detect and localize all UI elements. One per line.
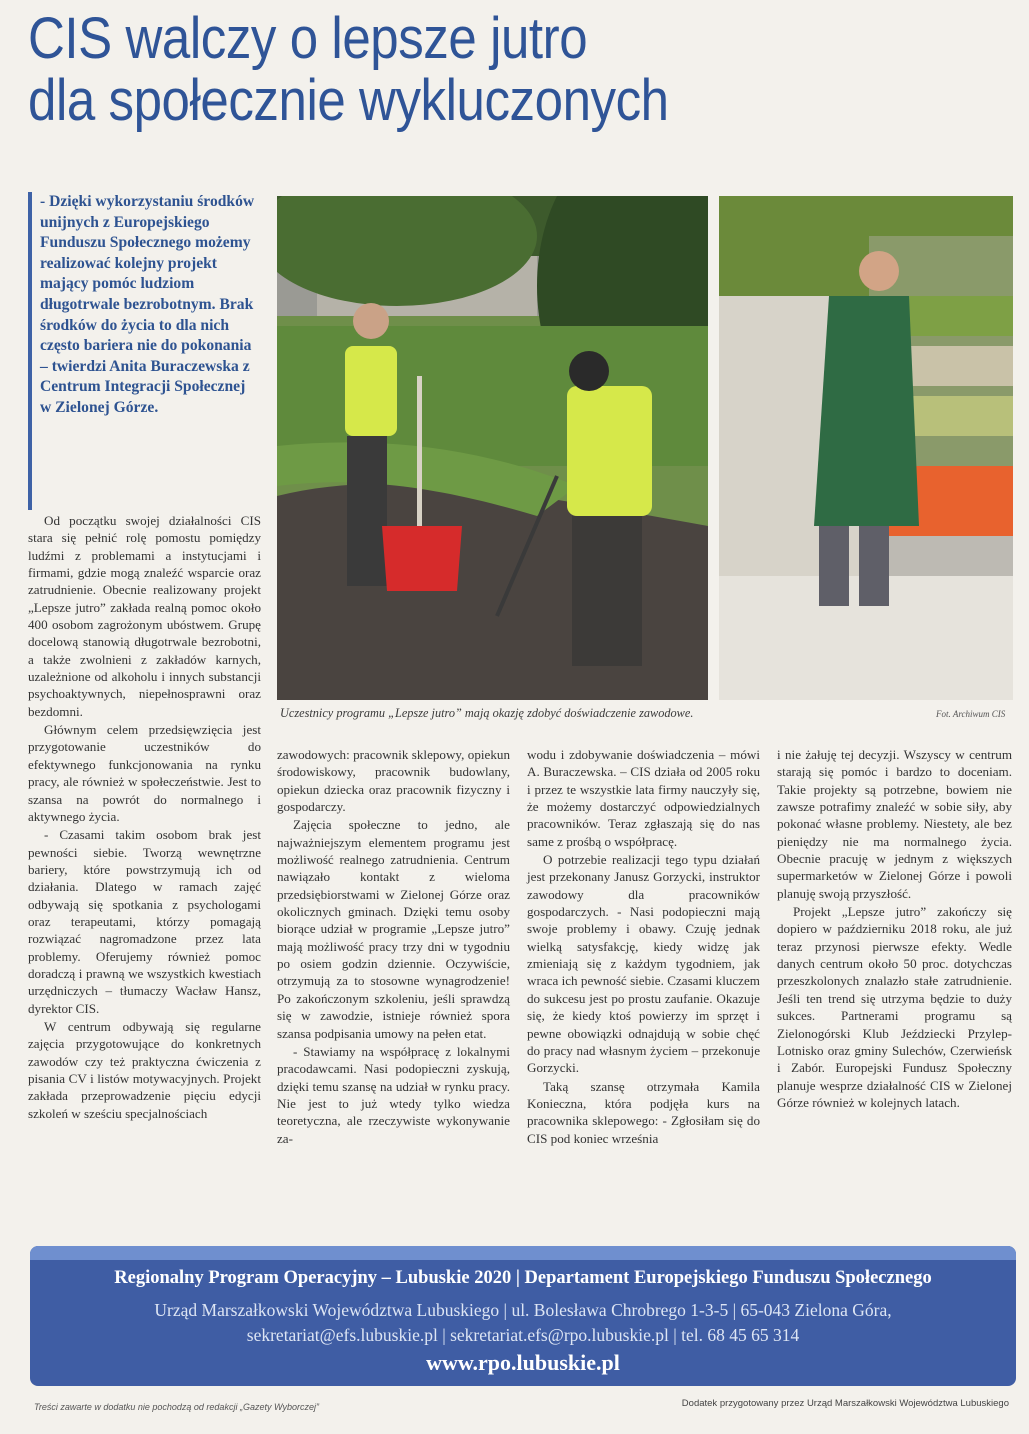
paragraph: Od początku swojej działalności CIS stara się pełnić rolę pomostu pomiędzy ludźmi z problemami a instytucjami i firmami, gdzie mogą znaleźć wsparcie oraz zatrudnienie. Obecnie realizowany projekt „Lepsze jutro” zakłada realną pomoc około 400 osobom zagrożonym ubóstwem. Grupę docelową stanowią długotrwale bezrobotni, a także zwolnieni z zakładów karnych, uzależnione od alkoholu i innych substancji psychoaktywnych, niepełnosprawni oraz bezdomni. xyxy=(28,513,261,719)
headline xyxy=(28,8,895,132)
article-column-4 xyxy=(777,746,1012,1112)
banner-address-line: Urząd Marszałkowski Województwa Lubuskiego | ul. Bolesława Chrobrego 1-3-5 | 65-043 Zielona Góra, xyxy=(154,1300,892,1320)
banner-contact-line: sekretariat@efs.lubuskie.pl | sekretariat.efs@rpo.lubuskie.pl | tel. 68 45 65 314 xyxy=(246,1325,800,1345)
headline-line-2: dla społecznie wykluczonych xyxy=(28,68,669,133)
photo-caption: Uczestnicy programu „Lepsze jutro” mają okazję zdobyć doświadczenie zawodowe. xyxy=(280,706,694,720)
paragraph: O potrzebie realizacji tego typu działań jest przekonany Janusz Gorzycki, instruktor zawodowy dla pracowników gospodarczych. - Nasi podopieczni mają swoje problemy i obawy. Czuję jednak wielką satysfakcję, kiedy widzę jak zmieniają się z każdym tygodniem, jak wraca ich pewność siebie. Czasami kluczem do sukcesu jest po prostu zaufanie. Okazuje się, że kiedy ktoś powierzy im sprzęt i pewne obowiązki odnajdują w sobie chęć do pracy nad własnym życiem – przekonuje Gorzycki. xyxy=(527,852,760,1076)
paragraph: - Czasami takim osobom brak jest pewności siebie. Tworzą wewnętrzne bariery, które powstrzymują ich od działania. Dlatego w ramach zajęć odbywają się spotkania z psychologami oraz terapeutami, którzy pomagają rozwiązać nagromadzone przez lata problemy. Oferujemy również pomoc doradczą i prawną we wszystkich kwestiach urzędniczych – tłumaczy Wacław Hansz, dyrektor CIS. xyxy=(28,827,261,1016)
banner-website[interactable]: www.rpo.lubuskie.pl xyxy=(426,1350,620,1375)
paragraph: Głównym celem przedsięwzięcia jest przygotowanie uczestników do efektywnego funkcjonowania na rynku pracy, ale również w społeczeństwie. Jest to szansa na powrót do normalnego i aktywnego życia. xyxy=(28,722,261,824)
contact-banner xyxy=(30,1246,1016,1386)
article-column-1 xyxy=(28,512,261,1123)
lead-paragraph xyxy=(28,192,260,510)
paragraph: - Stawiamy na współpracę z lokalnymi pracodawcami. Nasi podopieczni zyskują, dzięki temu szansę na udział w rynku pracy. Nie jest to już wtedy tylko wiedza teoretyczna, ale rzeczywiste wykonywanie za- xyxy=(277,1043,510,1146)
photo-shop-worker-image xyxy=(719,196,1013,700)
paragraph: zawodowych: pracownik sklepowy, opiekun środowiskowy, pracownik budowlany, opiekun dziecka oraz pracownik fizyczny i gospodarczy. xyxy=(277,747,510,815)
headline-line-1: CIS walczy o lepsze jutro xyxy=(28,6,588,71)
photo-outdoor-workers xyxy=(277,196,708,700)
article-column-2 xyxy=(277,746,510,1148)
photo-credit: Fot. Archiwum CIS xyxy=(936,709,1006,719)
footer-disclaimer: Treści zawarte w dodatku nie pochodzą od redakcji „Gazety Wyborczej” xyxy=(34,1402,319,1412)
paragraph: Taką szansę otrzymała Kamila Konieczna, która podjęła kurs na pracownika sklepowego: - Zgłosiłam się do CIS pod koniec września xyxy=(527,1078,760,1146)
paragraph: i nie żałuję tej decyzji. Wszyscy w centrum starają się pomóc i bardzo to doceniam. Takie projekty są potrzebne, bowiem nie zawsze potrafimy znaleźć w sobie siły, aby pokonać własne problemy. Niestety, ale bez pieniędzy nie ma normalnego życia. Obecnie pracuję w jednym z większych supermarketów w Zielonej Górze i powoli planuję swoją przyszłość. xyxy=(777,747,1012,901)
paragraph: Zajęcia społeczne to jedno, ale najważniejszym elementem programu jest możliwość realnego zatrudnienia. Centrum nawiązało kontakt z wieloma przedsiębiorstwami w Zielonej Górze oraz okolicznych gminach. Dzięki temu osoby biorące udział w programie „Lepsze jutro” mają możliwość pracy trzy dni w tygodniu po osiem godzin dziennie. Oczywiście, otrzymują za to stosowne wynagrodzenie! Po zakończonym szkoleniu, jeśli sprawdzą się w zawodzie, istnieje również spora szansa podpisania umowy na pełen etat. xyxy=(277,817,510,1041)
footer-publisher: Dodatek przygotowany przez Urząd Marszałkowski Województwa Lubuskiego xyxy=(681,1398,1009,1409)
paragraph: W centrum odbywają się regularne zajęcia przygotowujące do konkretnych zawodów czy też praktyczna ćwiczenia z pisania CV i listów motywacyjnych. Projekt zakłada przeprowadzenie pięciu edycji szkoleń w sześciu specjalnościach xyxy=(28,1018,261,1121)
article-column-3 xyxy=(527,746,760,1148)
photo-shop-worker xyxy=(719,196,1013,700)
paragraph: Projekt „Lepsze jutro” zakończy się dopiero w październiku 2018 roku, ale już teraz przynosi pierwsze efekty. Wedle danych centrum około 50 proc. dotychczas przeszkolonych znalazło stałe zatrudnienie. Jeśli ten trend się utrzyma będzie to duży sukces. Partnerami programu są Zielonogórski Klub Jeździecki Przylep-Lotnisko oraz gminy Sulechów, Czerwieńsk i Zabór. Europejski Fundusz Społeczny planuje wesprze działalność CIS w Zielonej Górze również w kolejnych latach. xyxy=(777,904,1012,1110)
banner-stripe xyxy=(30,1246,1016,1260)
photo-outdoor-workers-image xyxy=(277,196,708,700)
lead-text: - Dzięki wykorzystaniu środków unijnych z Europejskiego Funduszu Społecznego możemy realizować kolejny projekt mający pomóc ludziom długotrwale bezrobotnym. Brak środków do życia to dla nich często bariera nie do pokonania – twierdzi Anita Buraczewska z Centrum Integracji Społecznej w Zielonej Górze. xyxy=(40,193,255,416)
banner-program-line: Regionalny Program Operacyjny – Lubuskie 2020 | Departament Europejskiego Funduszu Społecznego xyxy=(114,1268,932,1288)
paragraph: wodu i zdobywanie doświadczenia – mówi A. Buraczewska. – CIS działa od 2005 roku i przez te wszystkie lata firmy nauczyły się, że możemy dostarczyć odpowiedzialnych pracowników. Teraz zgłaszają się do nas same z prośbą o współpracę. xyxy=(527,747,760,849)
